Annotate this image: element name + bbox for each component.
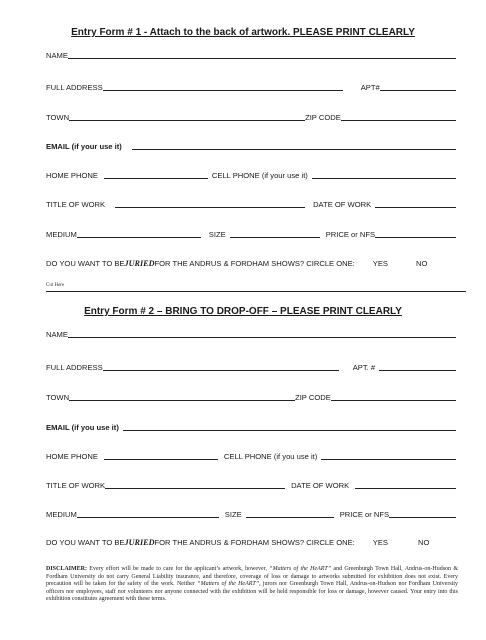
form1-title-of-work-label: TITLE OF WORK bbox=[46, 200, 106, 209]
form2-title: Entry Form # 2 – BRING TO DROP-OFF – PLEASE PRINT CLEARLY bbox=[84, 306, 402, 317]
form2-no-option[interactable]: NO bbox=[418, 538, 430, 547]
form1-address-label: FULL ADDRESS bbox=[46, 83, 103, 92]
form2-price-field[interactable] bbox=[389, 517, 456, 518]
form2-size-field[interactable] bbox=[246, 517, 334, 518]
form1-email-label: EMAIL (if your use it) bbox=[46, 142, 122, 151]
form2-address-field[interactable] bbox=[103, 370, 339, 371]
form2-town-field[interactable] bbox=[69, 400, 295, 401]
form1-juried-word: JURIED bbox=[124, 259, 155, 268]
cut-here-label: Cut Here bbox=[46, 283, 65, 288]
form1-size-label: SIZE bbox=[208, 230, 226, 239]
form1-town-label: TOWN bbox=[46, 113, 70, 122]
form1-apt-label: APT# bbox=[360, 83, 380, 92]
form2-medium-label: MEDIUM bbox=[46, 510, 77, 519]
form1-size-field[interactable] bbox=[230, 237, 320, 238]
form2-juried-question-start: DO YOU WANT TO BE bbox=[46, 538, 125, 547]
form1-cell-phone-field[interactable] bbox=[312, 178, 456, 179]
form2-title-of-work-field[interactable] bbox=[105, 488, 285, 489]
form2-name-row bbox=[46, 327, 456, 339]
form2-apt-label: APT. # bbox=[352, 363, 376, 372]
form2-cell-phone-label: CELL PHONE (if you use it) bbox=[223, 452, 318, 461]
form1-zip-label: ZIP CODE bbox=[305, 113, 341, 122]
form1-yes-option[interactable]: YES bbox=[372, 259, 388, 268]
form1-title-row bbox=[46, 197, 456, 209]
form2-email-row bbox=[46, 420, 456, 432]
form2-size-label: SIZE bbox=[224, 510, 242, 519]
form1-date-of-work-field[interactable] bbox=[375, 207, 456, 208]
form1-juried-question-end: FOR THE ANDRUS & FORDHAM SHOWS? CIRCLE ONE: bbox=[154, 259, 355, 268]
form2-town-label: TOWN bbox=[46, 393, 70, 402]
disclaimer-label: DISCLAIMER: bbox=[46, 566, 88, 572]
form2-price-label: PRICE or NFS bbox=[339, 510, 390, 519]
form1-no-option[interactable]: NO bbox=[416, 259, 428, 268]
form1-name-row bbox=[46, 48, 456, 60]
form2-home-phone-field[interactable] bbox=[104, 459, 218, 460]
form1-email-field[interactable] bbox=[132, 149, 456, 150]
form2-address-label: FULL ADDRESS bbox=[46, 363, 103, 372]
form1-medium-label: MEDIUM bbox=[46, 230, 77, 239]
form1-title-of-work-field[interactable] bbox=[115, 207, 305, 208]
form2-title-row bbox=[46, 478, 456, 490]
form2-town-row bbox=[46, 390, 456, 402]
form1-juried-question-start: DO YOU WANT TO BE bbox=[46, 259, 125, 268]
form1-date-of-work-label: DATE OF WORK bbox=[313, 200, 372, 209]
cut-line bbox=[46, 291, 466, 292]
disclaimer-part-1: Every effort will be made to care for the applicant’s artwork, however, bbox=[87, 566, 270, 572]
form1-apt-field[interactable] bbox=[380, 90, 456, 91]
form2-title-of-work-label: TITLE OF WORK bbox=[46, 481, 106, 490]
form2-juried-row bbox=[46, 535, 456, 547]
form2-name-field[interactable] bbox=[68, 337, 456, 338]
form1-title: Entry Form # 1 - Attach to the back of artwork. PLEASE PRINT CLEARLY bbox=[71, 27, 415, 38]
form2-date-of-work-field[interactable] bbox=[355, 488, 456, 489]
form2-medium-row bbox=[46, 507, 456, 519]
form2-email-field[interactable] bbox=[123, 430, 456, 431]
form2-address-row bbox=[46, 360, 456, 372]
form1-zip-field[interactable] bbox=[341, 120, 456, 121]
form2-juried-question-end: FOR THE ANDRUS & FORDHAM SHOWS? CIRCLE ONE: bbox=[154, 538, 355, 547]
form2-apt-field[interactable] bbox=[379, 370, 456, 371]
form2-home-phone-label: HOME PHONE bbox=[46, 452, 98, 461]
form1-address-row bbox=[46, 80, 456, 92]
form2-zip-field[interactable] bbox=[331, 400, 456, 401]
form1-medium-field[interactable] bbox=[77, 237, 201, 238]
form1-price-label: PRICE or NFS bbox=[325, 230, 376, 239]
form2-email-label: EMAIL (if you use it) bbox=[46, 423, 119, 432]
disclaimer-italic-2: “Matters of the HeART” bbox=[197, 581, 260, 588]
form2-date-of-work-label: DATE OF WORK bbox=[291, 481, 350, 490]
form1-medium-row bbox=[46, 227, 456, 239]
disclaimer-text bbox=[46, 566, 458, 604]
form1-phone-row bbox=[46, 168, 456, 180]
disclaimer-italic-1: “Matters of the HeART” bbox=[269, 566, 332, 572]
form1-town-field[interactable] bbox=[69, 120, 305, 121]
form1-email-row bbox=[46, 139, 456, 151]
form2-yes-option[interactable]: YES bbox=[372, 538, 388, 547]
form1-name-label: NAME bbox=[46, 51, 68, 60]
form2-juried-word: JURIED bbox=[124, 538, 155, 547]
form2-medium-field[interactable] bbox=[77, 517, 219, 518]
form1-price-field[interactable] bbox=[375, 237, 456, 238]
form1-juried-row bbox=[46, 256, 456, 268]
disclaimer-part-3: , jurors nor Greenburgh Town Hall, Andrus-on-Hudson nor Fordham University officers nor employees, staff nor volunteers nor anyone connected with the exhibition will be held responsible for loss or damage, however caused. Your entry into this exhibition constitutes agreement with these terms. bbox=[46, 581, 459, 603]
form1-name-field[interactable] bbox=[68, 58, 456, 59]
form1-town-row bbox=[46, 110, 456, 122]
form1-cell-phone-label: CELL PHONE (if your use it) bbox=[211, 171, 308, 180]
form2-cell-phone-field[interactable] bbox=[321, 459, 456, 460]
form2-zip-label: ZIP CODE bbox=[295, 393, 331, 402]
form2-name-label: NAME bbox=[46, 330, 68, 339]
form1-address-field[interactable] bbox=[103, 90, 343, 91]
disclaimer-part-2: and Greenburgh Town Hall, Andrus-on-Hudson & Fordham University do not carry General Liability insurance, and therefore, coverage of loss or damage to artworks submitted for exhibition does not exist. Every precaution will be taken for the safety of the work. Neither bbox=[46, 566, 458, 588]
form2-phone-row bbox=[46, 449, 456, 461]
form1-home-phone-field[interactable] bbox=[104, 178, 208, 179]
form1-home-phone-label: HOME PHONE bbox=[46, 171, 98, 180]
